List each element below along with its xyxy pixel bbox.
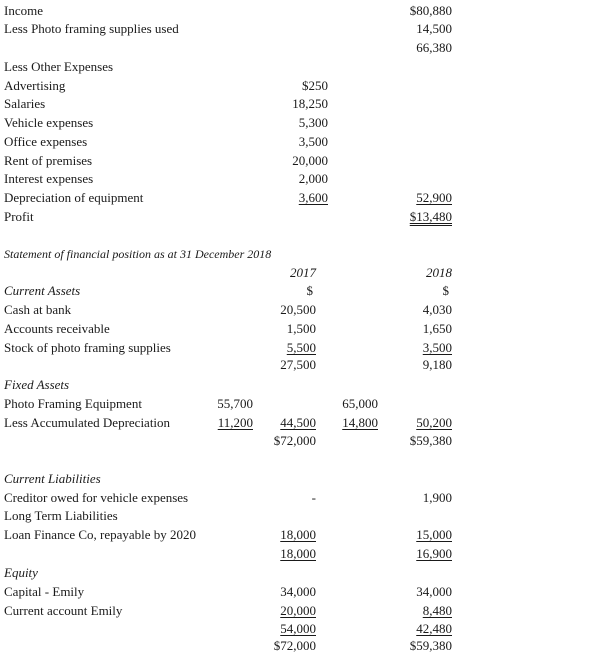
equity-heading: Equity [4,565,38,580]
receivable-label: Accounts receivable [4,321,110,336]
cash-2017: 20,500 [280,302,316,317]
year-2018-header: 2018 [426,265,452,280]
expense-label: Salaries [4,96,46,111]
grand-total-2017: $72,000 [273,638,316,653]
creditor-label: Creditor owed for vehicle expenses [4,490,189,505]
current-account-label: Current account Emily [4,603,123,618]
equipment-2017: 55,700 [217,396,253,411]
equipment-label: Photo Framing Equipment [4,396,142,411]
supplies-label: Less Photo framing supplies used [4,21,179,36]
loan-2017: 18,000 [280,527,316,542]
stock-label: Stock of photo framing supplies [4,340,171,355]
equity-total-2018: 42,480 [416,621,452,636]
expense-value: 5,300 [298,115,328,130]
year-2017-header: 2017 [290,265,316,280]
expense-value: 18,250 [292,96,328,111]
current-account-2018: 8,480 [422,603,452,618]
expense-label: Rent of premises [4,153,93,168]
accum-dep-label: Less Accumulated Depreciation [4,415,171,430]
balance-sheet-title: Statement of financial position as at 31 December 2018 [4,247,272,261]
expense-value: 20,000 [292,153,328,168]
income-value: $80,880 [409,3,452,18]
profit-value: $13,480 [409,209,452,224]
expense-label: Interest expenses [4,171,94,186]
receivable-2017: 1,500 [286,321,316,336]
capital-2018: 34,000 [416,584,452,599]
long-term-heading: Long Term Liabilities [4,508,118,523]
total-expenses-value: 52,900 [416,190,452,205]
expense-value: 2,000 [298,171,328,186]
supplies-value: 14,500 [416,21,452,36]
net-fixed-2018: 50,200 [416,415,452,430]
equipment-2018: 65,000 [342,396,378,411]
profit-label: Profit [4,209,34,224]
expense-value: 3,500 [298,134,328,149]
current-liabilities-heading: Current Liabilities [4,471,101,486]
receivable-2018: 1,650 [422,321,452,336]
grand-total-2018: $59,380 [409,638,452,653]
accum-dep-2017: 11,200 [217,415,253,430]
accum-dep-2018: 14,800 [342,415,378,430]
expense-label: Vehicle expenses [4,115,94,130]
loan-2018: 15,000 [416,527,452,542]
net-fixed-2017: 44,500 [280,415,316,430]
capital-label: Capital - Emily [4,584,85,599]
cash-label: Cash at bank [4,302,72,317]
liabilities-total-2017: 18,000 [280,546,316,561]
loan-label: Loan Finance Co, repayable by 2020 [4,527,197,542]
expense-label: Advertising [4,78,66,93]
total-assets-2017: $72,000 [273,433,316,448]
current-assets-heading: Current Assets [4,283,81,298]
income-label: Income [4,3,43,18]
expense-value: 3,600 [298,190,328,205]
fixed-assets-heading: Fixed Assets [4,377,70,392]
total-assets-2018: $59,380 [409,433,452,448]
currency-2018: $ [442,283,449,298]
current-assets-total-2018: 9,180 [422,357,452,372]
creditor-2017: - [311,490,316,505]
currency-2017: $ [306,283,313,298]
expense-value: $250 [302,78,328,93]
current-account-2017: 20,000 [280,603,316,618]
equity-total-2017: 54,000 [280,621,316,636]
expense-label: Office expenses [4,134,88,149]
stock-2018: 3,500 [422,340,452,355]
creditor-2018: 1,900 [422,490,452,505]
current-assets-total-2017: 27,500 [280,357,316,372]
liabilities-total-2018: 16,900 [416,546,452,561]
stock-2017: 5,500 [286,340,316,355]
cash-2018: 4,030 [422,302,452,317]
capital-2017: 34,000 [280,584,316,599]
gross-value: 66,380 [416,40,452,55]
expense-label: Depreciation of equipment [4,190,144,205]
other-expenses-heading: Less Other Expenses [4,59,114,74]
